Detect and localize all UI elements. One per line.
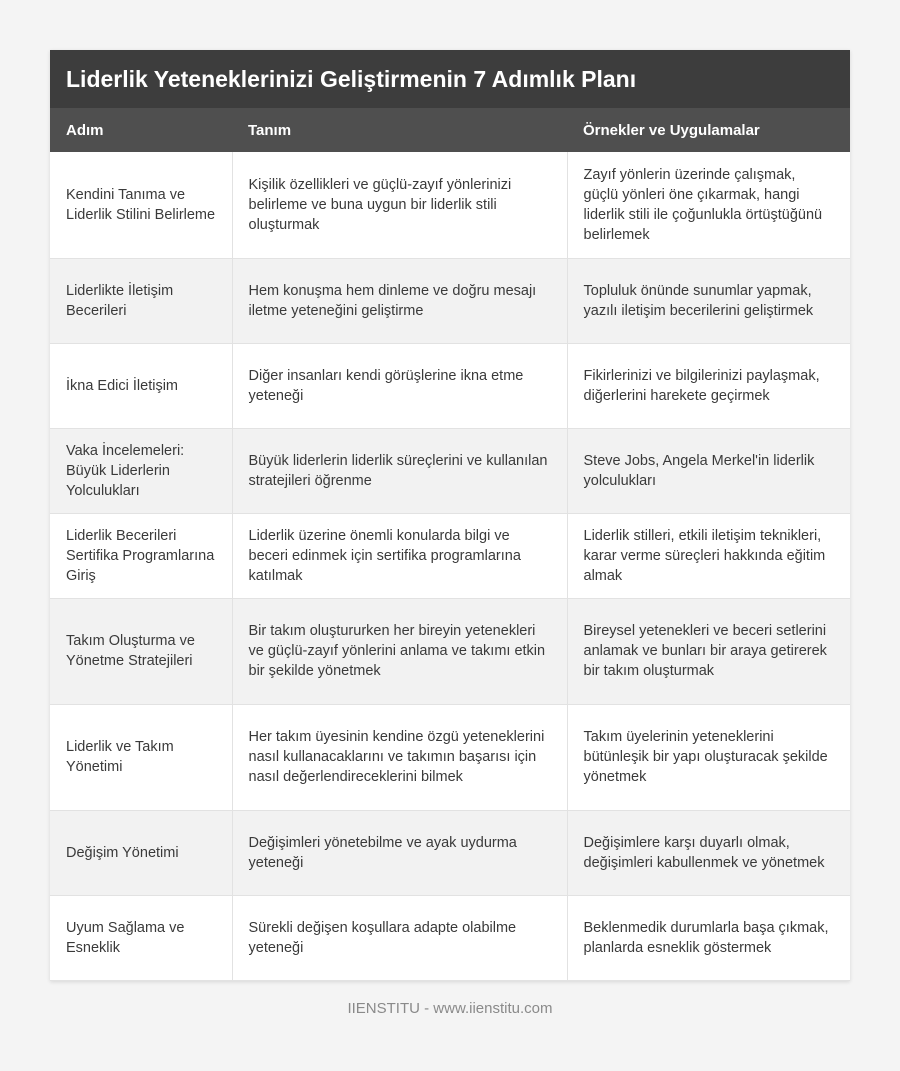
step-cell: Değişim Yönetimi [50,810,232,895]
definition-cell: Her takım üyesinin kendine özgü yeteneklerini nasıl kullanacaklarını ve takımın başarısı için nasıl değerlendireceklerini bilmek [232,704,567,810]
table-row [50,810,850,895]
examples-cell: Bireysel yetenekleri ve beceri setlerini anlamak ve bunları bir araya getirerek bir takım oluşturmak [567,598,850,704]
table-row [50,258,850,343]
examples-cell: Fikirlerinizi ve bilgilerinizi paylaşmak, diğerlerini harekete geçirmek [567,343,850,428]
footer-credit: IIENSTITU - www.iienstitu.com [347,1000,553,1017]
step-cell: Liderlik ve Takım Yönetimi [50,704,232,810]
step-cell: Vaka İncelemeleri: Büyük Liderlerin Yolculukları [50,428,232,513]
header-row [50,108,850,152]
plan-card [50,50,850,981]
definition-cell: Bir takım oluştururken her bireyin yetenekleri ve güçlü-zayıf yönlerini anlama ve takımı etkin bir şekilde yönetmek [232,598,567,704]
table-row [50,704,850,810]
examples-cell: Topluluk önünde sunumlar yapmak, yazılı iletişim becerilerini geliştirmek [567,258,850,343]
step-cell: Uyum Sağlama ve Esneklik [50,895,232,980]
step-cell: Kendini Tanıma ve Liderlik Stilini Belirleme [50,152,232,258]
examples-cell: Beklenmedik durumlarla başa çıkmak, planlarda esneklik göstermek [567,895,850,980]
definition-cell: Kişilik özellikleri ve güçlü-zayıf yönlerinizi belirleme ve buna uygun bir liderlik stili oluşturmak [232,152,567,258]
definition-cell: Büyük liderlerin liderlik süreçlerini ve kullanılan stratejileri öğrenme [232,428,567,513]
examples-cell: Değişimlere karşı duyarlı olmak, değişimleri kabullenmek ve yönetmek [567,810,850,895]
table-row [50,428,850,513]
table-row [50,598,850,704]
table-row [50,513,850,598]
examples-cell: Takım üyelerinin yeteneklerini bütünleşik bir yapı oluşturacak şekilde yönetmek [567,704,850,810]
table-row [50,895,850,980]
header-examples: Örnekler ve Uygulamalar [567,108,850,152]
table-title: Liderlik Yeteneklerinizi Geliştirmenin 7 Adımlık Planı [50,50,850,108]
table-row [50,343,850,428]
definition-cell: Hem konuşma hem dinleme ve doğru mesajı iletme yeteneğini geliştirme [232,258,567,343]
table-row [50,152,850,258]
examples-cell: Liderlik stilleri, etkili iletişim teknikleri, karar verme süreçleri hakkında eğitim almak [567,513,850,598]
definition-cell: Diğer insanları kendi görüşlerine ikna etme yeteneği [232,343,567,428]
header-step: Adım [50,108,232,152]
header-definition: Tanım [232,108,567,152]
step-cell: Liderlik Becerileri Sertifika Programlarına Giriş [50,513,232,598]
definition-cell: Değişimleri yönetebilme ve ayak uydurma yeteneği [232,810,567,895]
definition-cell: Liderlik üzerine önemli konularda bilgi ve beceri edinmek için sertifika programlarına katılmak [232,513,567,598]
examples-cell: Zayıf yönlerin üzerinde çalışmak, güçlü yönleri öne çıkarmak, hangi liderlik stili ile çoğunlukla örtüştüğünü belirlemek [567,152,850,258]
step-cell: İkna Edici İletişim [50,343,232,428]
step-cell: Liderlikte İletişim Becerileri [50,258,232,343]
plan-table [50,108,850,981]
step-cell: Takım Oluşturma ve Yönetme Stratejileri [50,598,232,704]
examples-cell: Steve Jobs, Angela Merkel'in liderlik yolculukları [567,428,850,513]
definition-cell: Sürekli değişen koşullara adapte olabilme yeteneği [232,895,567,980]
